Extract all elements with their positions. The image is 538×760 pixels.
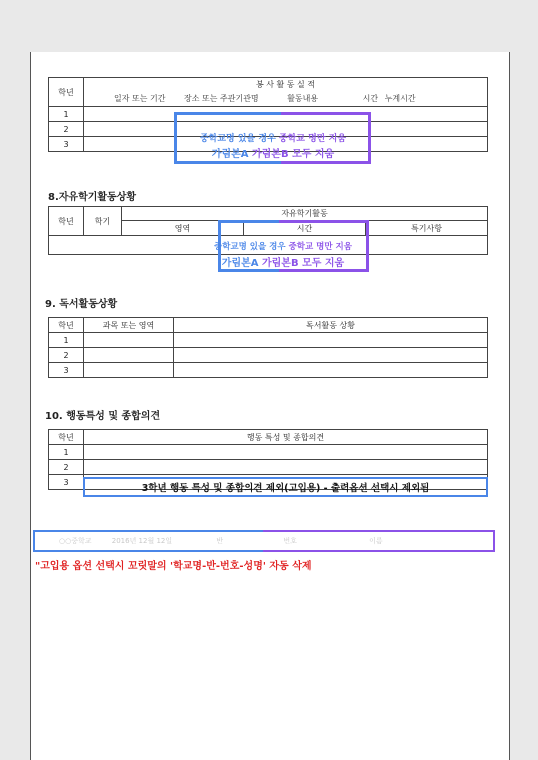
behavior-grade-header: 학년 [49,430,84,445]
section-title-reading: 9. 독서활동상황 [45,299,118,310]
footer-class: 반 [216,537,224,545]
volunteer-row-grade: 3 [49,137,84,152]
mask-note-line2: 가림본A 가림본B 모두 지움 [221,258,345,269]
section-title-free-semester: 8.자유학기활동상황 [48,192,137,203]
free-grade-header: 학년 [49,207,84,236]
exclusion-note-text: 3학년 행동 특성 및 종합의견 제외(고입용) - 출력옵션 선택시 제외됨 [141,483,430,494]
volunteer-sub-content: 활동내용 [287,94,319,104]
footer-notice: "고입용 옵션 선택시 꼬릿말의 '학교명-반-번호-성명' 자동 삭제 [35,561,312,572]
behavior-row-grade: 3 [49,475,84,490]
reading-subject-header: 과목 또는 영역 [84,318,174,333]
free-title: 자유학기활동 [122,207,488,221]
volunteer-subheaders [84,91,488,106]
footer-line [37,536,487,546]
footer-number: 번호 [283,537,297,545]
footer-date: 2016년 12월 12일 [111,537,173,545]
free-sub-notes: 특기사항 [366,221,488,236]
volunteer-sub-total: 누계시간 [384,94,416,104]
volunteer-grade-header: 학년 [49,78,84,107]
volunteer-sub-place: 장소 또는 주관기관명 [184,94,259,104]
free-semester-header: 학기 [84,207,122,236]
mask-note-line2: 가림본A 가림본B 모두 지움 [211,149,335,160]
free-sub-time: 시간 [244,221,366,236]
behavior-row-grade: 2 [49,460,84,475]
reading-row-grade: 1 [49,333,84,348]
document-page [30,52,510,760]
behavior-opinion-header: 행동 특성 및 종합의견 [84,430,488,445]
reading-status-header: 독서활동 상황 [174,318,488,333]
free-sub-area: 영역 [122,221,244,236]
reading-row-grade: 2 [49,348,84,363]
volunteer-row-grade: 2 [49,122,84,137]
volunteer-sub-date: 일자 또는 기간 [114,94,166,104]
footer-name: 이름 [369,537,383,545]
volunteer-title: 봉 사 활 동 실 적 [84,78,488,92]
mask-note-line1: 중학교명 있을 경우 중학교 명만 지움 [214,242,352,252]
footer-school: ○○중학교 [59,537,92,545]
reading-row-grade: 3 [49,363,84,378]
volunteer-sub-hours: 시간 [362,94,379,104]
mask-note-line1: 중학교명 있을 경우 중학교 명만 지움 [199,134,347,144]
reading-table [48,317,488,378]
section-title-behavior: 10. 행동특성 및 종합의견 [45,411,161,422]
behavior-row-grade: 1 [49,445,84,460]
volunteer-row-grade: 1 [49,107,84,122]
reading-grade-header: 학년 [49,318,84,333]
